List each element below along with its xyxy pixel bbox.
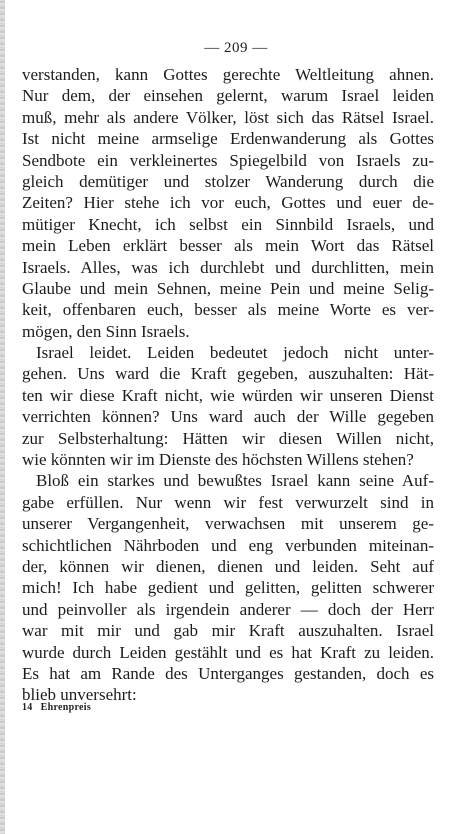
text-line: unserer Vergangenheit, verwachsen mit unserem ge-	[22, 514, 434, 534]
page-number: — 209 —	[204, 40, 268, 56]
text-line: zur Selbsterhaltung: Hätten wir diesen Willen nicht,	[22, 428, 434, 448]
text-line: schichtlichen Nährboden und eng verbunden miteinan-	[22, 535, 434, 555]
page-binding-edge	[0, 0, 5, 834]
text-line: mütiger Knecht, ich selbst ein Sinnbild Israels, und	[22, 214, 434, 234]
text-line: gabe erfüllen. Nur wenn wir fest verwurzelt sind in	[22, 492, 434, 512]
text-line: Ist nicht meine armselige Erdenwanderung als Gottes	[22, 129, 434, 149]
text-line: verrichten können? Uns ward auch der Wille gegeben	[22, 407, 434, 427]
text-line: mich! Ich habe gedient und gelitten, gelitten schwerer	[22, 578, 434, 598]
body-text	[22, 64, 434, 706]
text-line: Nur dem, der einsehen gelernt, warum Israel leiden	[22, 86, 434, 106]
text-line: Glaube und mein Sehnen, meine Pein und meine Selig-	[22, 278, 434, 298]
text-line: mögen, den Sinn Israels.	[22, 321, 190, 341]
text-line: war mit mir und gab mir Kraft auszuhalten. Israel	[22, 621, 434, 641]
text-line: Sendbote ein verkleinertes Spiegelbild von Israels zu-	[22, 150, 434, 170]
text-line: muß, mehr als andere Völker, löst sich das Rätsel Israel.	[22, 107, 434, 127]
text-line: mein Leben erklärt besser als mein Wort das Rätsel	[22, 236, 434, 256]
text-line: ten wir diese Kraft nicht, wie würden wir unseren Dienst	[22, 385, 434, 405]
text-line: gehen. Uns ward die Kraft gegeben, auszuhalten: Hät-	[22, 364, 434, 384]
text-line: Israel leidet. Leiden bedeutet jedoch nicht unter-	[36, 343, 434, 363]
text-line: keit, offenbaren euch, besser als meine Worte es ver-	[22, 300, 434, 320]
text-line: und peinvoller als irgendein anderer — doch der Herr	[22, 599, 434, 619]
text-line: Es hat am Rande des Unterganges gestanden, doch es	[22, 663, 434, 683]
text-line: Bloß ein starkes und bewußtes Israel kann seine Auf-	[36, 471, 434, 491]
text-line: wurde durch Leiden gestählt und es hat Kraft zu leiden.	[22, 642, 434, 662]
text-line: wie könnten wir im Dienste des höchsten Willens stehen?	[22, 450, 414, 470]
text-line: Israels. Alles, was ich durchlebt und durchlitten, mein	[22, 257, 434, 277]
printer-signature	[22, 702, 99, 713]
text-line: verstanden, kann Gottes gerechte Weltleitung ahnen.	[22, 65, 434, 84]
text-line: blieb unversehrt:	[22, 685, 137, 705]
signature-title: Ehrenpreis	[40, 702, 92, 713]
signature-number: 14	[22, 702, 33, 713]
text-line: Zeiten? Hier stehe ich vor euch, Gottes und euer de-	[22, 193, 434, 213]
text-line: der, können wir dienen, dienen und leiden. Seht auf	[22, 556, 434, 576]
text-line: gleich demütiger und stolzer Wanderung durch die	[22, 171, 434, 191]
